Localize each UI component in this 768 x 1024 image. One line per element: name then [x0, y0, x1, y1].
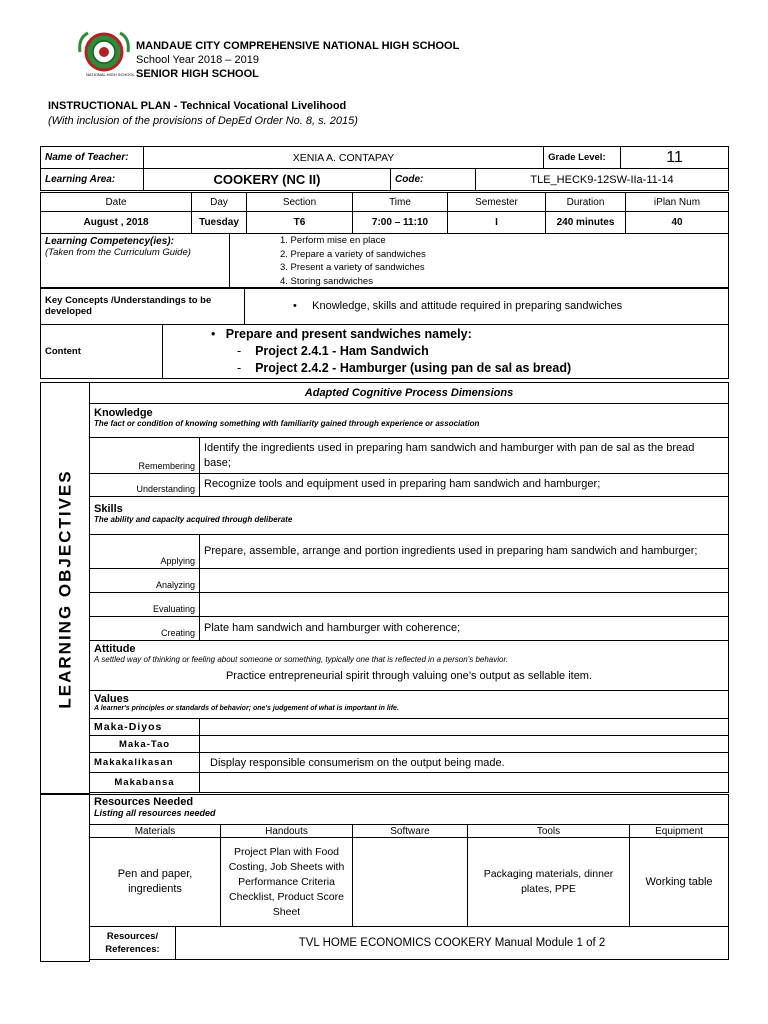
competency-table	[40, 233, 729, 289]
makabansa-value	[200, 773, 729, 793]
evaluating-label: Evaluating	[90, 593, 200, 617]
col-equipment: Equipment	[630, 825, 729, 838]
makabansa-label: Makabansa	[90, 773, 200, 793]
competency-label-cell	[41, 234, 230, 289]
materials-value: Pen and paper, ingredients	[90, 838, 221, 927]
col-tools: Tools	[468, 825, 630, 838]
remembering-label: Remembering	[90, 438, 200, 474]
col-materials: Materials	[90, 825, 221, 838]
competency-item: 3. Present a variety of sandwiches	[280, 262, 425, 273]
references-label: Resources/ References:	[90, 927, 176, 960]
col-date: Date	[41, 193, 192, 212]
resources-title: Resources Needed	[94, 796, 194, 808]
knowledge-desc: The fact or condition of knowing something with familiarity gained through experience or association	[94, 419, 480, 428]
area-value: COOKERY (NC II)	[144, 169, 391, 191]
evaluating-value	[200, 593, 729, 617]
maka-tao-value	[200, 736, 729, 753]
software-value	[353, 838, 468, 927]
content-line-2	[211, 343, 724, 360]
skills-title: Skills	[94, 503, 123, 515]
resources-side	[40, 794, 90, 962]
knowledge-cell	[90, 404, 729, 438]
creating-label: Creating	[90, 617, 200, 641]
teacher-name: XENIA A. CONTAPAY	[144, 147, 544, 169]
val-iplan: 40	[626, 212, 729, 234]
department: SENIOR HIGH SCHOOL	[136, 68, 259, 80]
analyzing-label: Analyzing	[90, 569, 200, 593]
info-table	[40, 146, 729, 191]
maka-diyos-label: Maka-Diyos	[90, 719, 200, 736]
plan-title-main: INSTRUCTIONAL PLAN	[48, 100, 171, 112]
dash-icon: -	[237, 361, 256, 375]
attitude-desc: A settled way of thinking or feeling about someone or something, typically one that is reflected in a person's behavior.	[94, 655, 509, 664]
val-date: August , 2018	[41, 212, 192, 234]
code-label: Code:	[391, 169, 476, 191]
plan-subtitle: (With inclusion of the provisions of DepEd Order No. 8, s. 2015)	[48, 115, 358, 127]
bullet-icon: •	[211, 327, 226, 341]
learning-objectives-side	[40, 382, 90, 794]
school-year: School Year 2018 – 2019	[136, 54, 259, 66]
equipment-value: Working table	[630, 838, 729, 927]
attitude-cell	[90, 641, 729, 691]
plan-title	[48, 100, 346, 112]
key-concepts-table	[40, 287, 729, 325]
resources-table	[89, 794, 729, 960]
competency-item: 1. Perform mise en place	[280, 235, 386, 246]
tools-value: Packaging materials, dinner plates, PPE	[468, 838, 630, 927]
col-iplan: iPlan Num	[626, 193, 729, 212]
competency-list-cell	[230, 234, 729, 289]
remembering-value: Identify the ingredients used in preparing ham sandwich and hamburger with pan de sal as the bread base;	[200, 438, 729, 474]
competency-list	[234, 234, 724, 288]
learning-objectives-label: LEARNING OBJECTIVES	[56, 469, 76, 709]
resources-header-cell	[90, 795, 729, 825]
content-line-1	[211, 326, 724, 343]
col-day: Day	[192, 193, 247, 212]
makakalikasan-label: Makakalikasan	[90, 753, 200, 773]
code-value: TLE_HECK9-12SW-IIa-11-14	[476, 169, 729, 191]
bullet-icon: •	[293, 300, 313, 312]
key-concepts-cell	[245, 288, 729, 325]
objectives-table	[89, 382, 729, 793]
val-duration: 240 minutes	[546, 212, 626, 234]
maka-tao-label: Maka-Tao	[90, 736, 200, 753]
val-day: Tuesday	[192, 212, 247, 234]
col-duration: Duration	[546, 193, 626, 212]
competency-item: 2. Prepare a variety of sandwiches	[280, 248, 426, 260]
grade-value: 11	[621, 147, 729, 169]
objectives-heading: Adapted Cognitive Process Dimensions	[90, 383, 729, 404]
grade-label: Grade Level:	[544, 147, 621, 169]
logo-caption: NATIONAL HIGH SCHOOL	[86, 72, 135, 77]
values-title: Values	[94, 693, 129, 705]
attitude-value: Practice entrepreneurial spirit through valuing one’s output as sellable item.	[225, 670, 593, 682]
content-label: Content	[41, 325, 163, 379]
understanding-label: Understanding	[90, 474, 200, 497]
content-line-3	[211, 360, 724, 377]
col-handouts: Handouts	[221, 825, 353, 838]
side-text-wrap	[41, 383, 91, 795]
val-time: 7:00 – 11:10	[353, 212, 448, 234]
skills-cell	[90, 497, 729, 535]
applying-label: Applying	[90, 535, 200, 569]
col-software: Software	[353, 825, 468, 838]
school-name: MANDAUE CITY COMPREHENSIVE NATIONAL HIGH SCHOOL	[136, 40, 460, 52]
competency-label: Learning Competency(ies):	[45, 236, 174, 247]
analyzing-value	[200, 569, 729, 593]
skills-desc: The ability and capacity acquired through deliberate	[94, 515, 293, 524]
creating-value: Plate ham sandwich and hamburger with coherence;	[200, 617, 729, 641]
val-semester: I	[448, 212, 546, 234]
val-section: T6	[247, 212, 353, 234]
attitude-title: Attitude	[94, 643, 136, 655]
content-line-3-text: Project 2.4.2 - Hamburger (using pan de sal as bread)	[255, 361, 572, 375]
area-label: Learning Area:	[41, 169, 144, 191]
content-cell	[163, 325, 729, 379]
content-table	[40, 324, 729, 379]
content-line-2-text: Project 2.4.1 - Ham Sandwich	[255, 344, 429, 358]
content-line-1-text: Prepare and present sandwiches namely:	[225, 327, 472, 341]
knowledge-title: Knowledge	[94, 407, 153, 419]
values-desc: A learner's principles or standards of behavior; one's judgement of what is important in life.	[94, 705, 399, 712]
col-semester: Semester	[448, 193, 546, 212]
values-cell	[90, 691, 729, 719]
maka-diyos-value	[200, 719, 729, 736]
key-concepts-value: Knowledge, skills and attitude required in preparing sandwiches	[312, 300, 623, 312]
resources-desc: Listing all resources needed	[94, 808, 216, 818]
schedule-table	[40, 192, 729, 234]
col-section: Section	[247, 193, 353, 212]
understanding-value: Recognize tools and equipment used in preparing ham sandwich and hamburger;	[200, 474, 729, 497]
col-time: Time	[353, 193, 448, 212]
teacher-label: Name of Teacher:	[41, 147, 144, 169]
competency-item: 4. Storing sandwiches	[280, 275, 373, 287]
key-concepts-label: Key Concepts /Understandings to be developed	[41, 288, 245, 325]
dash-icon: -	[237, 344, 256, 358]
references-value: TVL HOME ECONOMICS COOKERY Manual Module 1 of 2	[176, 927, 729, 960]
competency-sublabel: (Taken from the Curriculum Guide)	[45, 247, 191, 258]
handouts-value: Project Plan with Food Costing, Job Sheets with Performance Criteria Checklist, Product Score Sheet	[221, 838, 353, 927]
applying-value: Prepare, assemble, arrange and portion ingredients used in preparing ham sandwich and hamburger;	[200, 535, 729, 569]
makakalikasan-value: Display responsible consumerism on the output being made.	[200, 753, 729, 773]
plan-title-rest: - Technical Vocational Livelihood	[170, 100, 347, 112]
